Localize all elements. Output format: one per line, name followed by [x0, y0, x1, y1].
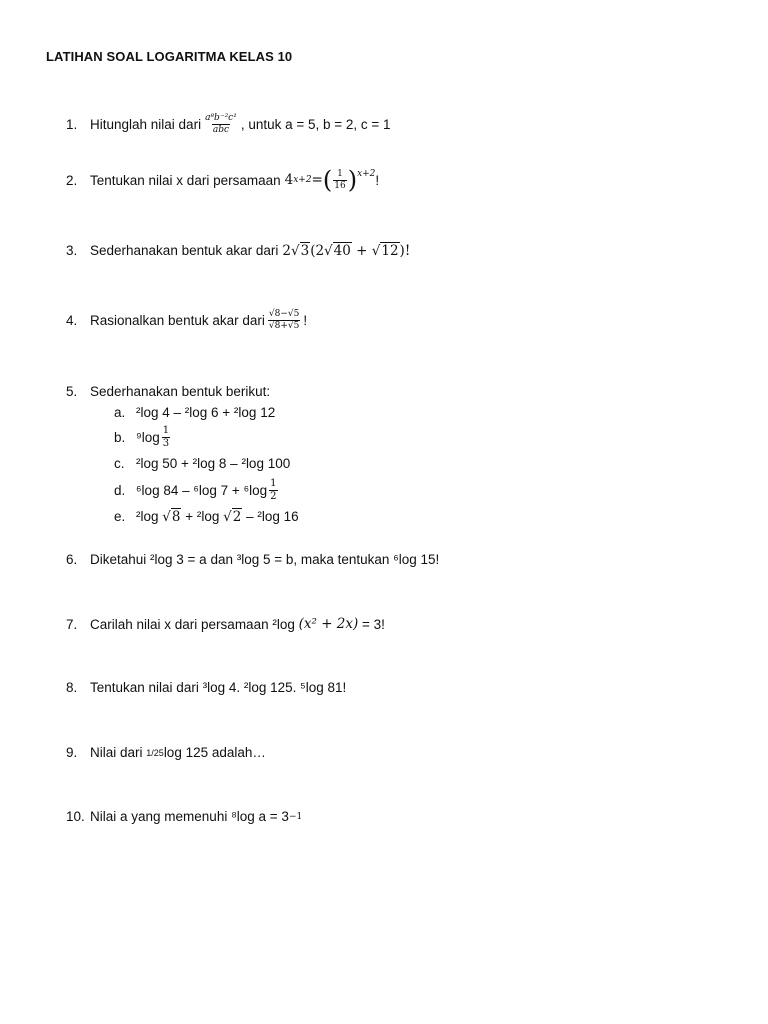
- fraction: [269, 479, 277, 502]
- sub-text: ⁹log: [136, 430, 160, 445]
- question-number: 9.: [66, 745, 78, 760]
- page-title: LATIHAN SOAL LOGARITMA KELAS 10: [46, 49, 293, 64]
- question-1: [66, 114, 391, 135]
- fraction-numerator: 1: [270, 478, 277, 489]
- square-root: √ 3: [290, 243, 310, 259]
- question-number: 8.: [66, 680, 78, 695]
- fraction-numerator: 1: [337, 168, 343, 179]
- sub-text: ²log: [136, 509, 163, 524]
- question-tail: !: [303, 313, 308, 328]
- fraction: [333, 170, 346, 191]
- expression: (x² + 2x): [298, 616, 359, 632]
- square-root: √ 2: [223, 509, 242, 525]
- square-root: √ 8: [162, 509, 181, 525]
- square-root: √ 40: [324, 243, 351, 259]
- sub-label: b.: [114, 430, 126, 445]
- question-text: Tentukan nilai x dari persamaan: [90, 172, 281, 188]
- question-text: Rasionalkan bentuk akar dari: [90, 313, 265, 328]
- question-number: 1.: [66, 117, 78, 132]
- sub-label: c.: [114, 456, 125, 471]
- question-2: 2. Tentukan nilai x dari persamaan 4 x+2 = ( $\frac{1}{16}$ ) $^{x+2}$ !: [66, 166, 380, 194]
- fraction-numerator: √8−√5: [268, 309, 300, 319]
- sub-text: ⁶log 84 – ⁶log 7 + ⁶log: [136, 483, 268, 498]
- question-text: Carilah nilai x dari persamaan ²log: [90, 616, 299, 632]
- question-tail: = 3!: [358, 616, 385, 632]
- fraction-denominator: 3: [162, 438, 170, 449]
- question-number: 7.: [66, 616, 78, 632]
- fraction: [268, 310, 300, 331]
- question-9: 9. Nilai dari 1/25 log 125 adalah…: [66, 745, 266, 760]
- question-text: Tentukan nilai dari ³log 4. ²log 125. ⁵log 81!: [90, 680, 347, 695]
- fraction-denominator: 16: [334, 180, 346, 191]
- question-text: Sederhanakan bentuk akar dari: [90, 243, 279, 258]
- equals-sign: =: [311, 172, 323, 188]
- question-text: Hitunglah nilai dari: [90, 117, 202, 132]
- sub-question-d: [114, 479, 281, 502]
- fraction: [204, 114, 238, 135]
- question-8: [66, 680, 346, 695]
- question-tail: log 125 adalah…: [163, 745, 266, 760]
- fraction-denominator: 2: [270, 491, 277, 502]
- sub-question-c: [114, 456, 290, 471]
- sub-label: d.: [114, 483, 126, 498]
- question-text: Nilai dari: [90, 745, 147, 760]
- question-3: [66, 242, 410, 259]
- sub-text: – ²log 16: [242, 509, 299, 524]
- sub-text: + ²log: [181, 509, 224, 524]
- question-7: [66, 616, 385, 632]
- question-number: 5.: [66, 384, 78, 399]
- question-number: 2.: [66, 172, 78, 188]
- fraction-denominator: √8+√5: [268, 321, 300, 331]
- fraction-numerator: 1: [162, 425, 170, 436]
- fraction: [162, 426, 170, 449]
- question-text: Sederhanakan bentuk berikut:: [90, 384, 271, 399]
- sub-label: a.: [114, 405, 126, 420]
- question-number: 10.: [66, 809, 85, 824]
- sub-question-b: [114, 426, 173, 449]
- question-6: [66, 552, 439, 567]
- question-number: 3.: [66, 243, 78, 258]
- question-number: 4.: [66, 313, 78, 328]
- question-10: 10. Nilai a yang memenuhi ⁸log a = 3 −1: [66, 809, 303, 824]
- fraction-denominator: abc: [212, 125, 230, 135]
- sub-text: ²log 50 + ²log 8 – ²log 100: [136, 456, 291, 471]
- fraction-numerator: a⁸b⁻²c¹: [205, 113, 237, 123]
- power-base: 4: [284, 172, 294, 188]
- question-tail: !: [375, 172, 380, 188]
- question-5: [66, 384, 270, 399]
- sub-question-a: [114, 405, 275, 420]
- sub-question-e: [114, 508, 299, 525]
- plus-sign: +: [351, 242, 372, 259]
- question-tail: )!: [399, 242, 411, 259]
- question-text: Diketahui ²log 3 = a dan ³log 5 = b, maka tentukan ⁶log 15!: [90, 552, 440, 567]
- question-number: 6.: [66, 552, 78, 567]
- question-tail: , untuk a = 5, b = 2, c = 1: [240, 117, 391, 132]
- question-text: Nilai a yang memenuhi ⁸log a = 3: [90, 809, 289, 824]
- question-4: [66, 310, 307, 331]
- expression: (2: [310, 242, 325, 259]
- sub-label: e.: [114, 509, 126, 524]
- coefficient: 2: [282, 242, 291, 259]
- square-root: √ 12: [371, 243, 399, 259]
- sub-text: ²log 4 – ²log 6 + ²log 12: [136, 405, 276, 420]
